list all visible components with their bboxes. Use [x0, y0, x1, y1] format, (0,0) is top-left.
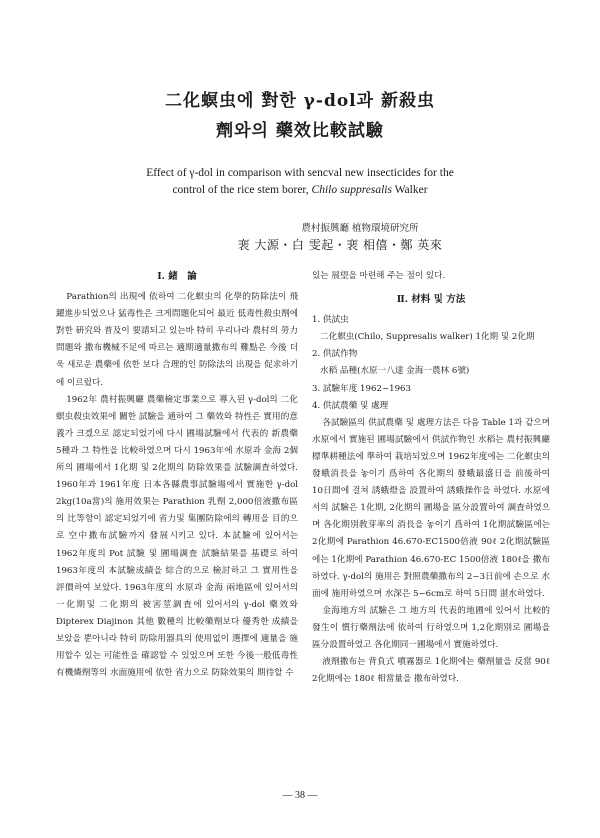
list-item: 1. 供試虫: [312, 315, 349, 326]
right-column: [312, 268, 550, 688]
authors: 裵 大源・白 雯起・裵 相僖・鄭 英來: [237, 238, 443, 252]
methods-paragraph-2: 金海地方의 試驗은 그 地方의 代表的地圃에 있어서 比較的發生이 慣行藥劑法에 依하여 行하였으며 1,2化期別로 圃場을 區分設置하였고 各化期同一圃場에서 實施하였다.: [312, 605, 550, 650]
list-item: 4. 供試農藥 및 處理: [312, 400, 389, 411]
methods-paragraph-3: 液劑撒布는 背負式 噴霧器로 1化期에는 藥劑量을 反當 90ℓ 2化期에는 180ℓ 相當量을 撒布하였다.: [312, 657, 550, 685]
list-item: 3. 試驗年度 1962~1963: [312, 383, 411, 394]
english-title-line-1: Effect of γ-dol in comparison with sencval new insecticides for the: [146, 167, 454, 179]
intro-paragraph-1: Parathion의 出現에 依하여 二化螟虫의 化學的防除法이 飛躍進步되었으나 猛毒性은 크게問題化되어 最近 低毒性殺虫劑에 對한 硏究와 普及이 要請되고 있는바 特히 우리나라 農村의 勞力問題와 撒布機械不足에 따르는 適期適量撒布의 難點은 今後 더욱 새로운 農藥에 依한 보다 合理的인 防除法의 出現을 促求하기에 이르렀다.: [56, 292, 298, 388]
page-number: — 38 —: [282, 790, 318, 801]
korean-title-line-2: 劑와의 藥效比較試驗: [216, 121, 384, 141]
english-title-suffix: Walker: [394, 184, 428, 196]
list-item: 2. 供試作物: [312, 349, 358, 360]
list-item: 水稻 品種(水原一八達 金海一農林 6號): [320, 366, 470, 377]
section-heading-methods: Ⅱ. 材料 및 方法: [396, 294, 466, 306]
section-heading-introduction: I. 緒 論: [157, 271, 197, 282]
institution: 農村振興廳 植物環境研究所: [301, 223, 419, 234]
english-title-prefix: control of the rice stem borer,: [172, 184, 309, 196]
list-item: 二化螟虫(Chilo, Suppresalis walker) 1化期 및 2化期: [320, 332, 535, 343]
korean-title-line-1: 二化螟虫에 對한 γ-dol과 新殺虫: [165, 91, 435, 111]
methods-paragraph-1: 各試驗區의 供試農藥 및 處理方法은 다음 Table 1과 같으며 水原에서 實施된 圃場試驗에서 供試作物인 水稻는 農村振興廳標準耕種法에 準하여 栽培되었으며 1962年度에는 二化螟虫의 發蛾消長을 놓이기 爲하여 各化期의 發蛾最盛日을 前後하여 10日間에 걸쳐 誘蛾燈을 設置하여 誘蛾操作을 하였다. 水原에서의 試驗은 1化期, 2化期의 圃場을 區分設置하여 調査하였으며 各化期別敎芽率의 消長을 놓이기 爲하여 1化期試驗區에는 2化期에 Parathion 46.670-EC1500倍液 90ℓ 2化期試驗區에는 1化期에 Parathion 46.670-EC 1500倍液 180ℓ을 撒布하였다. γ-dol의 施用은 對照農藥撒布의 2~3日前에 손으로 水面에 施用하였으며 水深은 5~6cm로 하여 5日間 湛水하였다.: [312, 417, 550, 599]
left-column: [56, 268, 298, 682]
intro-paragraph-2: 1962年 農村振興廳 農藥檢定事業으로 導入된 γ-dol의 二化螟虫殺虫效果에 關한 試驗을 通하여 그 藥效와 特性은 實用的意義가 크겠으로 認定되었기에 다시 圃場試驗에서 代表的 新農藥 5種과 그 特性을 比較하였으며 다시 1963年에 水原과 金海 2個所의 圃場에서 1化期 및 2化期의 防除效果를 試驗調査하였다. 1960年과 1961年度 日本各縣農事試驗場에서 實施한 γ-dol 2kg(10a當)의 施用效果는 Parathion 乳劑 2,000倍液撒布區의 比等함이 認定되었기에 省力및 集團防除에의 轉用을 目的으로 空中撒布試驗까지 發展시키고 있다. 本試驗에 있어서는 1962年度의 Pot 試驗 및 圃場調査 試驗結果를 基礎로 하여 1963年度의 本試驗成績을 綜合的으로 檢討하고 그 實用性을 評價하여 보았다. 1963年度의 水原과 金海 兩地區에 있어서의 一化期및 二化期의 被害莖調査에 있어서의 γ-dol 藥效와 Dipterex Diajinon 其他 數種의 比較藥劑보다 優秀한 成績을 보았을 뿐아니라 特히 防除用器具의 使用없이 選擇에 適量을 施用할수 있는 可能性을 確認할 수 있었으며 또한 今後一般低毒性 有機燐劑等의 水面施用에 依한 省力으로 防除效果의 期待할 수: [56, 394, 298, 679]
english-title-line-2: [0, 182, 600, 199]
continued-text: 있는 展望을 마련해 주는 점이 있다.: [312, 271, 446, 281]
species-name: Chilo suppresalis: [311, 184, 392, 196]
